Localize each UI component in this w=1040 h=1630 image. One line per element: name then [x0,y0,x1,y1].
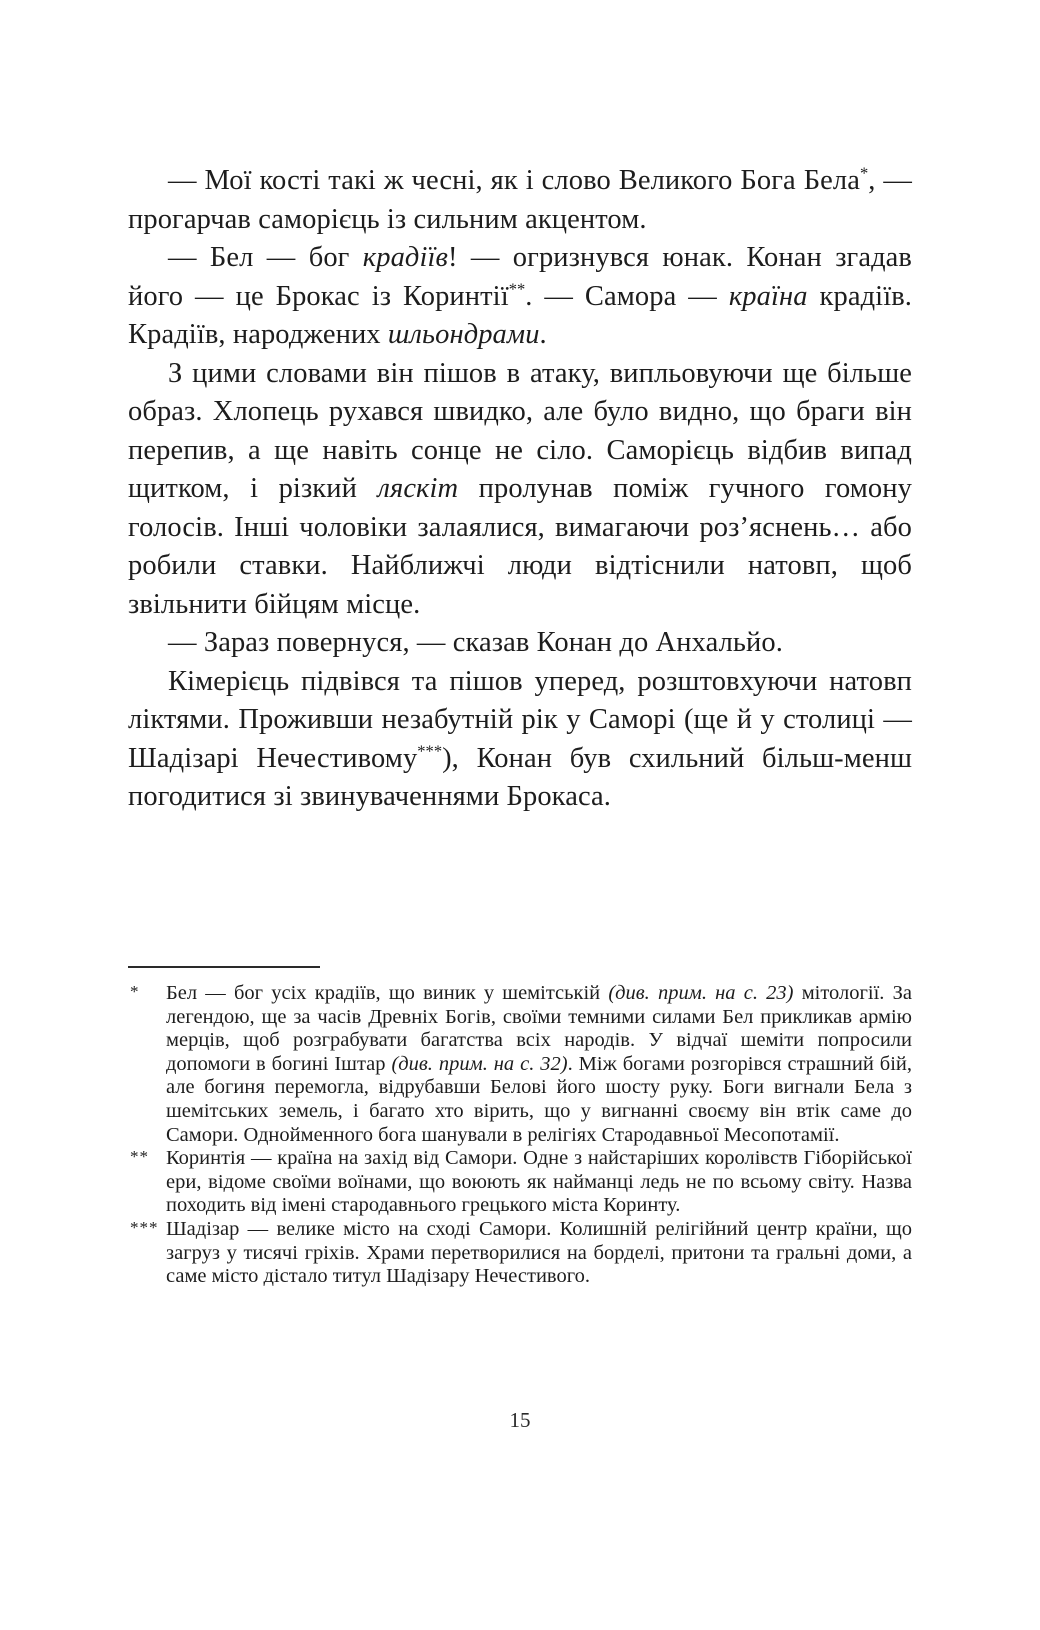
footnote-separator [128,966,320,968]
text-segment: мітології. За легендою, ще за часів Древніх Богів, своїми темними силами Бел прикликав армію мерців, щоб розграбувати багатства всіх народів. У відчаї шеміти попросили допомоги в богині Іштар [166,982,912,1075]
footnote-reference: * [859,163,869,183]
text-segment: ! — огризнувся юнак. Конан згадав його — це Брокас із Коринтії [128,242,912,312]
paragraph [128,624,912,663]
footnote-text [166,982,912,1146]
text-segment: Коринтія — країна на захід від Самори. Одне з найстаріших королівств Гіборійської ери, відоме своїми воїнами, що воюють як найманці ледь не по всьому світу. Назва походить від імені стародавнього грецького міста Коринту. [166,1147,912,1217]
footnote-item [128,982,912,1147]
text-segment: . [539,319,547,350]
text-segment: ), Конан був схильний більш-менш погодитися зі звинуваченнями Брокаса. [128,742,912,812]
text-segment: шльондрами [387,319,540,350]
text-segment: крадіїв [362,242,448,273]
paragraph [128,239,912,355]
text-segment: (див. прим. на с. 23) [608,982,794,1004]
text-segment: пролунав поміж гучного гомону голосів. Інші чоловіки залаялися, вимагаючи роз’яснень… або робили ставки. Найближчі люди відтіснили натовп, щоб звільнити бійцям місце. [128,473,912,620]
footnote-item [128,1218,912,1289]
page-number: 15 [509,1408,531,1432]
body-text [128,162,912,817]
footnote-marker: *** [130,1217,159,1237]
text-segment: Бел — бог усіх крадіїв, що виник у шемітській [166,982,609,1004]
text-segment: — Зараз повернуся, — сказав Конан до Анхальйо. [168,627,783,658]
footnote-marker: ** [130,1147,149,1167]
footnote-marker: * [130,982,140,1001]
text-segment: З цими словами він пішов в атаку, випльовуючи ще більше образ. Хлопець рухався швидко, але було видно, що браги він перепив, а ще навіть сонце не сіло. Саморієць відбив випад щитком, і різкий [128,357,912,504]
footnote-item [128,1147,912,1218]
text-segment: . Між богами розгорівся страшний бій, але богиня перемогла, відрубавши Белові його шосту руку. Боги вигнали Бела з шемітських земель, і багато хто вірить, що у вигнанні своєму він втік саме до Самори. Однойменного бога шанували в релігіях Стародавньої Месопотамії. [166,1052,912,1146]
paragraph [128,355,912,625]
text-segment: країна [728,280,808,312]
text-segment: ляскіт [377,473,459,504]
paragraph [128,162,912,239]
footnote-text [166,1147,912,1216]
footnotes-list [128,982,912,1289]
text-segment: — Бел — бог [168,242,363,273]
footnote-reference: *** [417,741,443,760]
paragraph [128,663,912,817]
text-segment: — Мої кості такі ж чесні, як і слово Великого Бога Бела [168,165,860,196]
text-segment: . — Самора — [525,280,729,312]
text-segment: крадіїв. Крадіїв, народжених [128,280,912,350]
text-segment: (див. прим. на с. 32) [391,1052,568,1075]
footnote-text [166,1218,912,1287]
text-segment: Кімерієць підвівся та пішов уперед, розштовхуючи натовп ліктями. Проживши незабутній рік у Саморі (ще й у столиці — Шадізарі Нечестивому [128,665,912,774]
footnote-reference: ** [508,279,526,298]
text-segment: , — прогарчав саморієць із сильним акцентом. [128,165,912,235]
text-segment: Шадізар — велике місто на сході Самори. Колишній релігійний центр країни, що загруз у тисячі гріхів. Храми перетворилися на борделі, притони та гральні доми, а саме місто дістало титул Шадізару Нечестивого. [166,1217,912,1288]
